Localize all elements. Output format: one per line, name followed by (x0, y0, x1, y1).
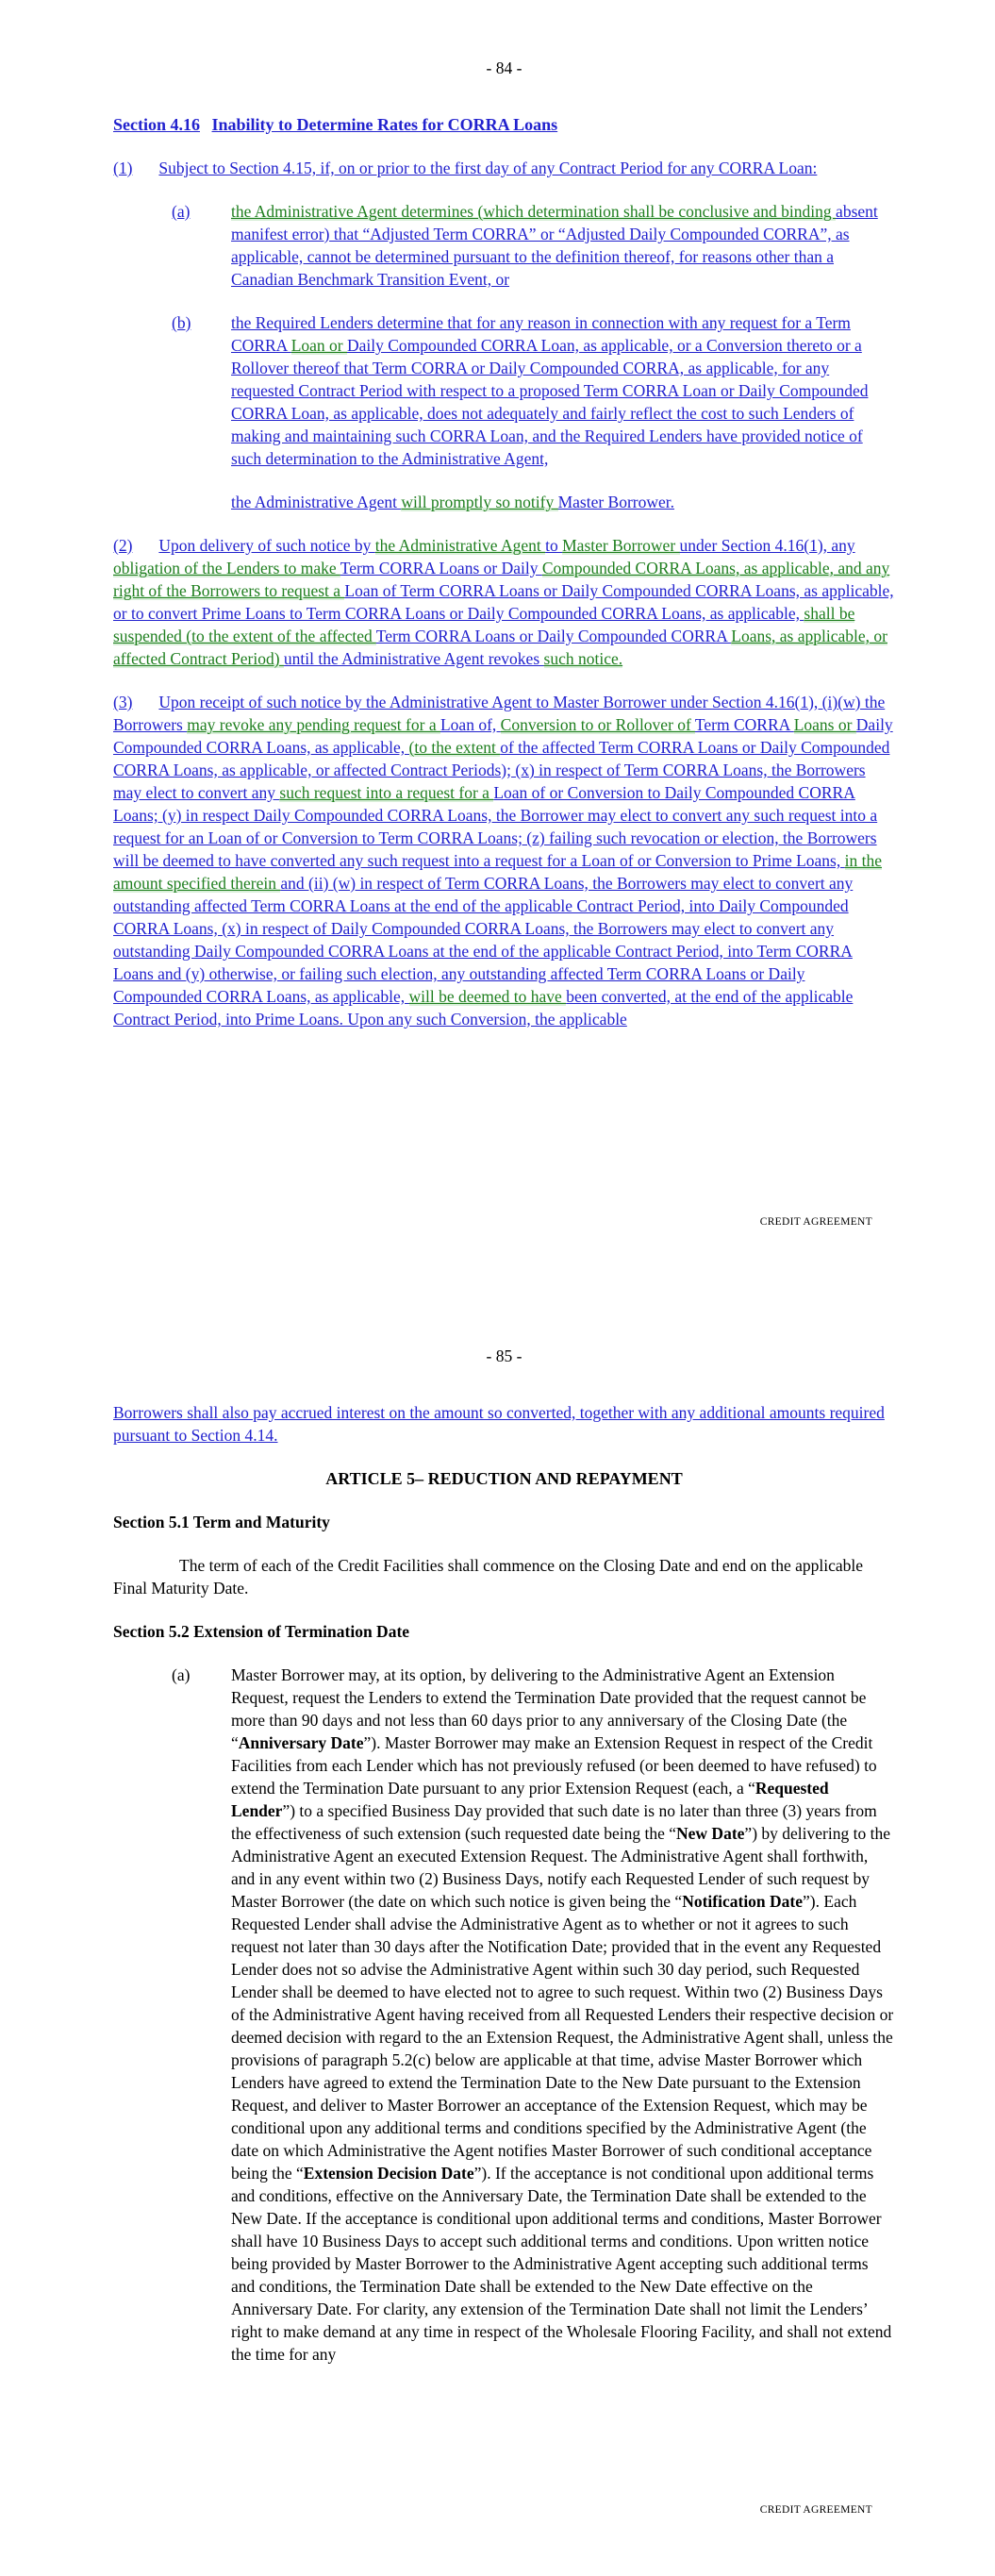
page-85 (0, 1288, 995, 2576)
paragraph-label: (3) (113, 693, 133, 711)
page-body (113, 1401, 895, 2366)
text-run: under Section 4.16(1), any (679, 536, 855, 555)
list-item-b-continuation (113, 491, 895, 513)
text-run: ”). If the acceptance is not conditional upon additional terms and conditions, effective on the Anniversary Date, the Termination Date shall be extended to the New Date. If the acceptance is conditional upon additional terms and conditions, Master Borrower shall have 10 Business Days to accept such additional terms and conditions. Upon written notice being provided by Master Borrower to the Administrative Agent accepting such additional terms and conditions, the Termination Date shall be extended to the New Date effective on the Anniversary Date. For clarity, any extension of the Termination Date shall not limit the Lenders’ right to make demand at any time in respect of the Wholesale Flooring Facility, and shall not extend the time for any (231, 2164, 892, 2364)
text-run: ARTICLE 5– REDUCTION AND REPAYMENT (325, 1469, 683, 1488)
text-run: the Required Lenders determine that for any reason in connection with any request for a Term CORRA (231, 313, 851, 355)
footer-credit-agreement: CREDIT AGREEMENT (759, 1216, 872, 1228)
page-85-content (0, 1288, 995, 2366)
text-run: Requested Lender (231, 1779, 829, 1820)
text-run: of the affected Term CORRA Loans or Daily Compounded CORRA Loans, as applicable, or affected Contract Periods); (x) in respect of Term CORRA Loans, the Borrowers may elect to convert any (113, 738, 890, 802)
text-run: Daily Compounded CORRA Loan, as applicable, or a Conversion thereto or a Rollover thereof that Term CORRA or Daily Compounded CORRA, as applicable, for any requested Contract Period with respect to a proposed Term CORRA Loan or Daily Compounded CORRA Loan, as applicable, does not adequately and fairly reflect the cost to such Lenders of making and maintaining such CORRA Loan, and the Required Lenders have provided notice of such determination to the Administrative Agent, (231, 336, 869, 468)
text-run: Section 4.16 (113, 115, 200, 134)
paragraph-label: (1) (113, 159, 133, 177)
text-run: Upon receipt of such notice by the Administrative Agent to Master Borrower under Section 4.16(1), (i)(w) the Borrowers (113, 693, 886, 734)
paragraph-label: (a) (172, 202, 191, 221)
paragraph-2 (113, 534, 895, 670)
text-run: ”) by delivering to the Administrative Agent an executed Extension Request. The Administrative Agent shall forthwith, and in any event within two (2) Business Days, notify each Requested Lender of such request by Master Borrower (the date on which such notice is given being the “ (231, 1824, 890, 1911)
text-run: Loan or (290, 336, 347, 355)
text-run: Subject to Section 4.15, if, on or prior to the first day of any Contract Period for any CORRA Loan: (158, 159, 818, 177)
text-run: until the Administrative Agent revokes (283, 649, 544, 668)
text-run: Section 5.1 Term and Maturity (113, 1513, 330, 1531)
text-run: Anniversary Date (238, 1733, 364, 1752)
page-number: - 85 - (486, 1347, 522, 1365)
text-run: Upon delivery of such notice by (158, 536, 375, 555)
text-run: The term of each of the Credit Facilities shall commence on the Closing Date and end on the applicable Final Maturity Date. (113, 1556, 864, 1597)
page-84-content (0, 0, 995, 1030)
text-run: Term CORRA Loans or Daily (340, 559, 542, 577)
text-run: Inability to Determine Rates for CORRA Loans (211, 115, 558, 134)
text-run: may revoke any pending request for a (187, 715, 440, 734)
paragraph-label: (b) (172, 313, 191, 332)
page-body (113, 113, 895, 1030)
paragraph-label: (2) (113, 536, 133, 555)
text-run: will promptly so notify (401, 493, 558, 511)
list-item-a (113, 200, 895, 291)
text-run: Master Borrower. (557, 493, 675, 511)
text-run: Conversion to or Rollover of (500, 715, 695, 734)
paragraph-1 (113, 157, 895, 179)
section-5-2-heading (113, 1620, 895, 1643)
footer-credit-agreement: CREDIT AGREEMENT (759, 2504, 872, 2516)
text-run: Master Borrower may, at its option, by delivering to the Administrative Agent an Extension Request, request the Lenders to extend the Termination Date provided that the request cannot be more than 90 days and not less than 60 days prior to any anniversary of the Closing Date (the “ (231, 1665, 867, 1752)
paragraph-continuation (113, 1401, 895, 1447)
paragraph-label: (a) (172, 1665, 191, 1684)
text-run: ”) to a specified Business Day provided that such date is no later than three (3) years from the effectiveness of such extension (such requested date being the “ (231, 1801, 877, 1843)
text-run: Loan of or Conversion to Daily Compounded CORRA Loans; (y) in respect Daily Compounded CORRA Loans, the Borrower may elect to convert any such request into a request for an Loan of or Conversion to Term CORRA Loans; (z) failing such revocation or election, the Borrowers will be deemed to have converted any such request into a request for a Loan of or Conversion to Prime Loans, (113, 783, 878, 870)
text-run: in the amount specified therein (113, 851, 882, 893)
paragraph-3 (113, 691, 895, 1030)
text-run: Borrowers shall also pay accrued interest on the amount so converted, together with any additional amounts required pursuant to Section 4.14. (113, 1403, 885, 1445)
section-4-16-heading (113, 113, 895, 136)
text-run: Extension Decision Date (303, 2164, 474, 2183)
text-run: New Date (676, 1824, 745, 1843)
article-5-heading (113, 1467, 895, 1490)
text-run: Loan of, (439, 715, 501, 734)
text-run: Term CORRA (694, 715, 794, 734)
section-5-1-heading (113, 1511, 895, 1533)
text-run: to (545, 536, 563, 555)
text-run: the Administrative Agent (374, 536, 546, 555)
text-run: shall be suspended (to the extent of the affected (113, 604, 855, 645)
text-run: Section 5.2 Extension of Termination Date (113, 1622, 410, 1641)
text-run: Notification Date (682, 1892, 804, 1911)
text-run: Term CORRA Loans or Daily Compounded CORRA (375, 627, 732, 645)
text-run: will be deemed to have (408, 987, 567, 1006)
text-run: Loan of Term CORRA Loans or Daily Compounded CORRA Loans, as applicable, or to convert Prime Loans to Term CORRA Loans or Daily Compounded CORRA Loans, as applicable, (113, 581, 894, 623)
text-run: Loans, as applicable, or affected Contract Period) (113, 627, 887, 668)
list-item-a-extension (113, 1664, 895, 2366)
text-run: and (ii) (w) in respect of Term CORRA Loans, the Borrowers may elect to convert any outstanding affected Term CORRA Loans at the end of the applicable Contract Period, into Daily Compounded CORRA Loans, (x) in respect of Daily Compounded CORRA Loans, the Borrowers may elect to convert any outstanding Daily Compounded CORRA Loans at the end of the applicable Contract Period, into Term CORRA Loans and (y) otherwise, or failing such election, any outstanding affected Term CORRA Loans or Daily Compounded CORRA Loans, as applicable, (113, 874, 854, 1006)
text-run: the Administrative Agent (231, 493, 402, 511)
text-run: ”). Each Requested Lender shall advise the Administrative Agent as to whether or not it agrees to such request not later than 30 days after the Notification Date; provided that in the event any Requested Lender does not so advise the Administrative Agent within such 30 day period, such Requested Lender shall be deemed to have elected not to agree to such request. Within two (2) Business Days of the Administrative Agent having received from all Requested Lenders their respective decision or deemed decision with regard to the an Extension Request, the Administrative Agent shall, unless the provisions of paragraph 5.2(c) below are applicable at that time, advise Master Borrower which Lenders have agreed to extend the Termination Date to the New Date pursuant to the Extension Request, and deliver to Master Borrower an acceptance of the Extension Request, which may be conditional upon any additional terms and conditions specified by the Administrative Agent (the date on which Administrative the Agent notifies Master Borrower of such conditional acceptance being the “ (231, 1892, 894, 2183)
text-run: Loans or (793, 715, 856, 734)
text-run: been converted, at the end of the applicable Contract Period, into Prime Loans. Upon any such Conversion, the applicable (113, 987, 854, 1029)
text-run: obligation of the Lenders to make (113, 559, 340, 577)
paragraph-term-maturity (113, 1554, 895, 1599)
text-run: Compounded CORRA Loans, as applicable, and any right of the Borrowers to request a (113, 559, 890, 600)
list-item-b (113, 311, 895, 470)
text-run: Daily Compounded CORRA Loans, as applicable, (113, 715, 893, 757)
text-run: such request into a request for a (279, 783, 494, 802)
text-run: absent manifest error) that “Adjusted Term CORRA” or “Adjusted Daily Compounded CORRA”, as applicable, cannot be determined pursuant to the definition thereof, for reasons other than a Canadian Benchmark Transition Event, or (231, 202, 878, 289)
text-run: Master Borrower (562, 536, 680, 555)
text-run (200, 115, 212, 134)
page-number: - 84 - (486, 59, 522, 77)
text-run: ”). Master Borrower may make an Extension Request in respect of the Credit Facilities from each Lender which has not previously refused (or been deemed to have refused) to extend the Termination Date pursuant to any prior Extension Request (each, a “ (231, 1733, 877, 1798)
text-run: (to the extent (408, 738, 501, 757)
text-run: such notice. (543, 649, 623, 668)
text-run: the Administrative Agent determines (which determination shall be conclusive and binding (231, 202, 837, 221)
